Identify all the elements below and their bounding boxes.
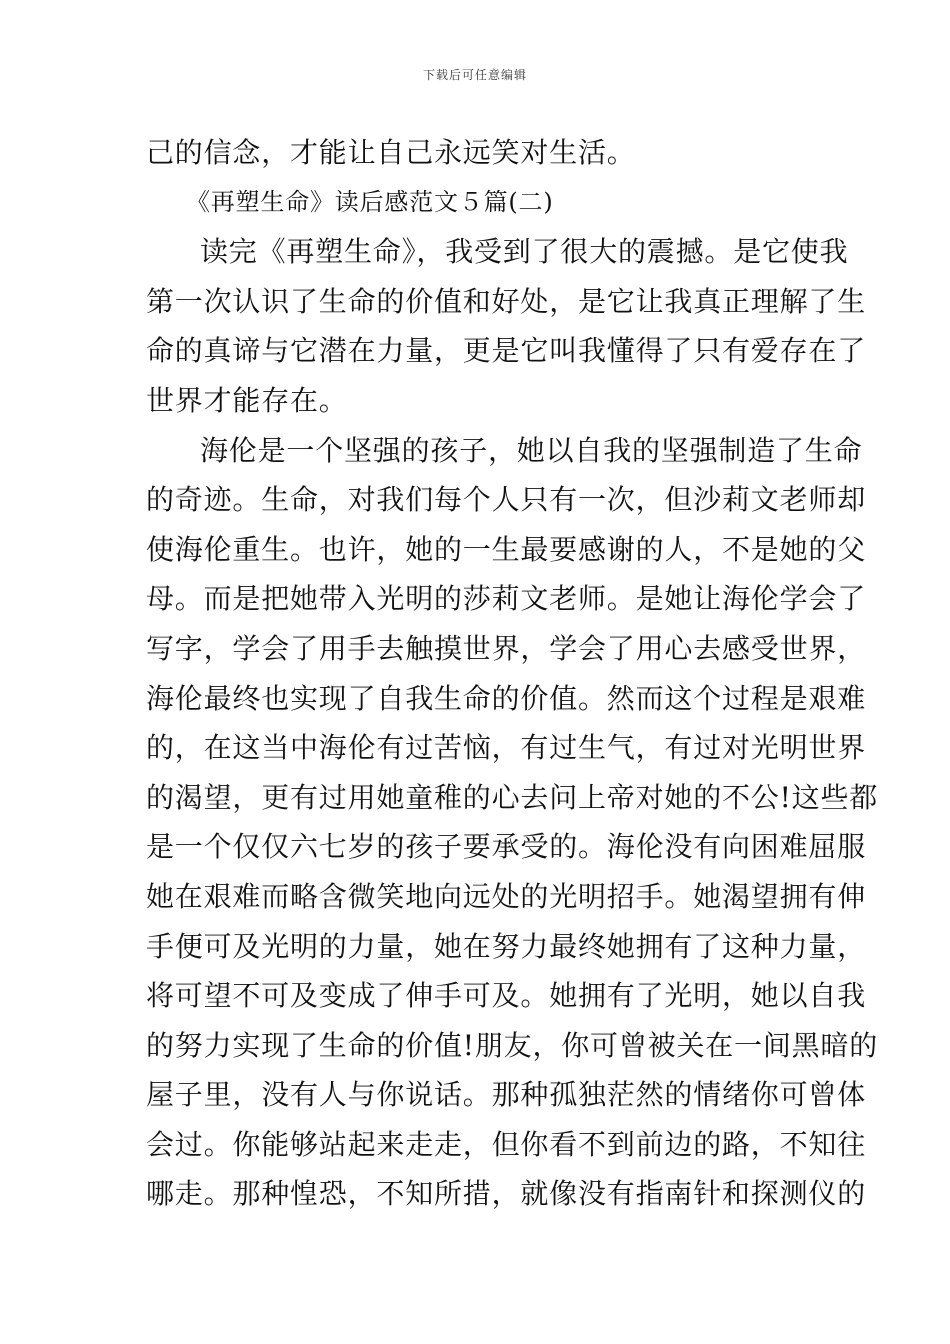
text-line: 的渴望，更有过用她童稚的心去问上帝对她的不公!这些都	[146, 780, 879, 814]
text-line: 的奇迹。生命，对我们每个人只有一次，但沙莉文老师却	[146, 483, 867, 517]
text-line: 第一次认识了生命的价值和好处，是它让我真正理解了生	[146, 284, 867, 318]
paragraph-first-line: 海伦是一个坚强的孩子，她以自我的坚强制造了生命	[200, 433, 863, 467]
text-line: 哪走。那种惶恐，不知所措，就像没有指南针和探测仪的	[146, 1177, 867, 1211]
text-line: 的，在这当中海伦有过苦恼，有过生气，有过对光明世界	[146, 731, 867, 765]
page-header-note: 下载后可任意编辑	[422, 68, 527, 82]
text-line: 手便可及光明的力量，她在努力最终她拥有了这种力量，	[146, 929, 867, 963]
text-line: 的努力实现了生命的价值!朋友，你可曾被关在一间黑暗的	[146, 1028, 879, 1062]
text-line: 是一个仅仅六七岁的孩子要承受的。海伦没有向困难屈服	[146, 830, 867, 864]
text-line: 将可望不可及变成了伸手可及。她拥有了光明，她以自我	[146, 979, 867, 1013]
document-body	[146, 128, 879, 1219]
text-line: 命的真谛与它潜在力量，更是它叫我懂得了只有爱存在了	[146, 334, 867, 368]
text-line: 写字，学会了用手去触摸世界，学会了用心去感受世界，	[146, 631, 867, 665]
text-line: 世界才能存在。	[146, 383, 348, 417]
text-line: 海伦最终也实现了自我生命的价值。然而这个过程是艰难	[146, 681, 867, 715]
text-line: 母。而是把她带入光明的莎莉文老师。是她让海伦学会了	[146, 582, 867, 616]
paragraph-first-line: 读完《再塑生命》，我受到了很大的震撼。是它使我	[200, 235, 849, 269]
text-line: 己的信念，才能让自己永远笑对生活。	[146, 136, 636, 169]
text-line: 屋子里，没有人与你说话。那种孤独茫然的情绪你可曾体	[146, 1078, 867, 1112]
section-title: 《再塑生命》读后感范文５篇(二)	[186, 187, 554, 216]
text-line: 使海伦重生。也许，她的一生最要感谢的人，不是她的父	[146, 532, 867, 566]
text-line: 会过。你能够站起来走走，但你看不到前边的路，不知往	[146, 1127, 867, 1161]
text-line: 她在艰难而略含微笑地向远处的光明招手。她渴望拥有伸	[146, 879, 867, 913]
